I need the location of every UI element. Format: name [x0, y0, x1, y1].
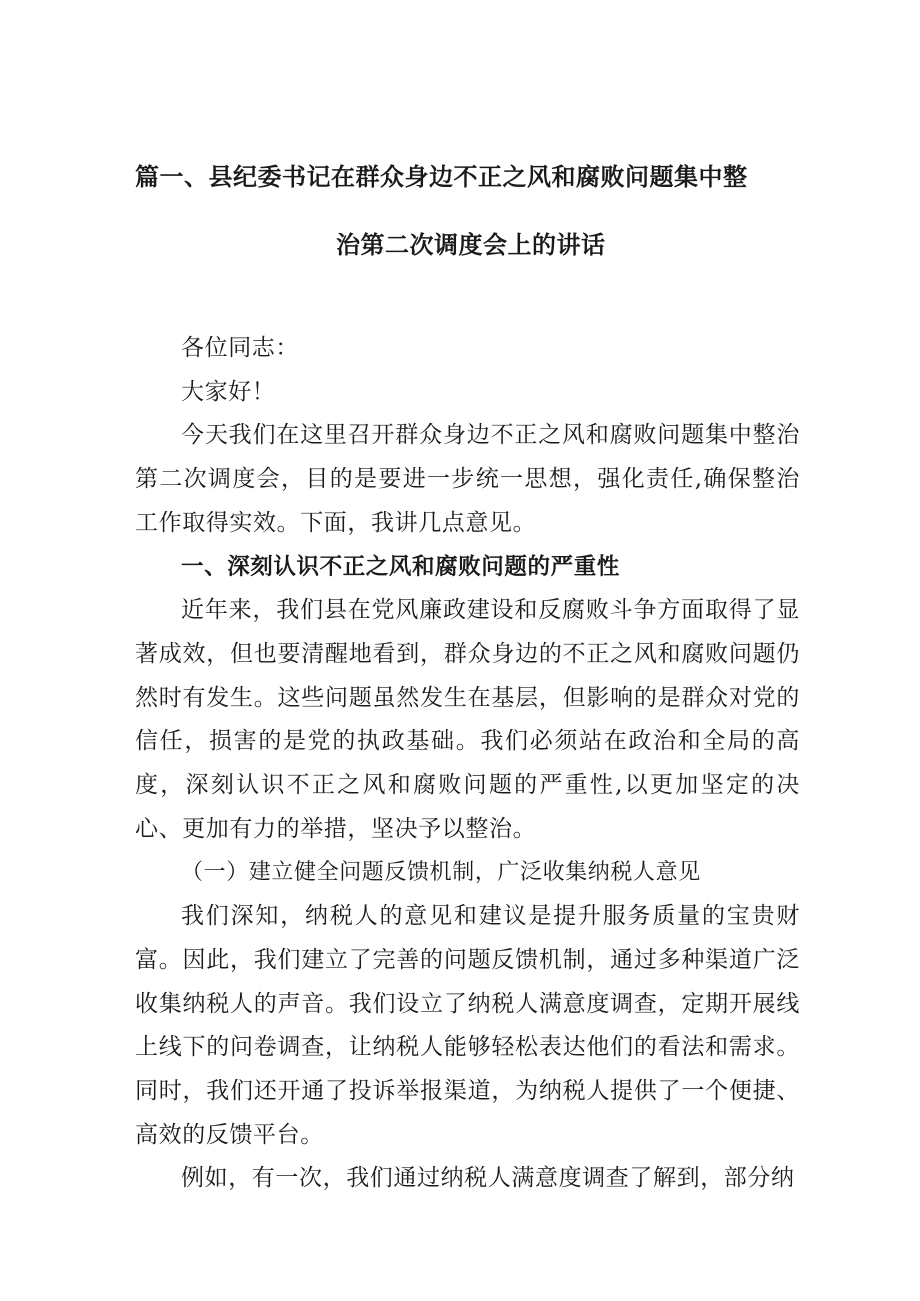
- example-paragraph: 例如，有一次，我们通过纳税人满意度调查了解到，部分纳: [181, 1165, 795, 1192]
- subsection-1-heading: （一）建立健全问题反馈机制，广泛收集纳税人意见: [181, 860, 701, 886]
- salutation: 各位同志：: [181, 335, 299, 361]
- intro-paragraph: 今天我们在这里召开群众身边不正之风和腐败问题集中整治第二次调度会，目的是要进一步统一思想，强化责任,确保整治工作取得实效。下面，我讲几点意见。: [135, 422, 800, 536]
- document-title-line-1: 篇一、县纪委书记在群众身边不正之风和腐败问题集中整: [135, 163, 748, 191]
- document-title-line-2: 治第二次调度会上的讲话: [336, 231, 606, 259]
- greeting: 大家好！: [181, 378, 276, 405]
- subsection-1-paragraph: 我们深知，纳税人的意见和建议是提升服务质量的宝贵财富。因此，我们建立了完善的问题反馈机制，通过多种渠道广泛收集纳税人的声音。我们设立了纳税人满意度调查，定期开展线上线下的问卷调查，让纳税人能够轻松表达他们的看法和需求。同时，我们还开通了投诉举报渠道，为纳税人提供了一个便捷、高效的反馈平台。: [135, 903, 800, 1148]
- document-body: [135, 327, 800, 1201]
- section-1-heading: 一、深刻认识不正之风和腐败问题的严重性: [181, 553, 620, 580]
- section-1-paragraph: 近年来，我们县在党风廉政建设和反腐败斗争方面取得了显著成效，但也要清醒地看到，群众身边的不正之风和腐败问题仍然时有发生。这些问题虽然发生在基层，但影响的是群众对党的信任，损害的是党的执政基础。我们必须站在政治和全局的高度，深刻认识不正之风和腐败问题的严重性,以更加坚定的决心、更加有力的举措，坚决予以整治。: [135, 597, 800, 842]
